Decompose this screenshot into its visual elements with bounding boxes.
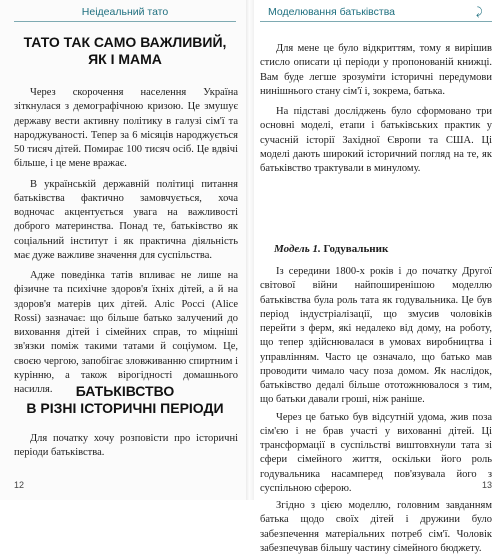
page-number: 13 <box>481 480 492 490</box>
header-rule <box>14 21 236 22</box>
return-arrow-icon: ⤸ <box>476 5 483 18</box>
running-header-right: Моделювання батьківства <box>268 6 395 18</box>
header-rule <box>260 21 492 22</box>
section-title-line1: БАТЬКІВСТВО <box>75 383 175 399</box>
section-title-line2: ЯК І МАМА <box>88 51 162 67</box>
book-gutter <box>246 0 254 500</box>
left-page <box>0 0 246 500</box>
section-title-line1: ТАТО ТАК САМО ВАЖЛИВИЙ, <box>23 34 227 50</box>
right-page <box>254 0 500 554</box>
paragraph: Із середини 1800-х років і до початку Другої світової війни найпоширенішою моделлю батьківства була роль тата як годувальника. Це був період індустріалізації, що змусив чоловіків перейти з ферм, які недалеко від дому, на роботу, що тепер здійснювалася в умовах виробництва і управлінням. Часто це означало, що батько мав проводити чимало часу поза домом. Як наслідок, батьківство дедалі більше ототожнювалося з тим, що батьки давали гроші, ніж раніше. <box>260 266 492 406</box>
paragraph: Для мене це було відкриттям, тому я вирішив стисло описати ці періоди у пропонованій книжці. Вам буде легше зрозуміти історичні передумови нинішнього стану сім'ї і, зокрема, батька. <box>260 43 492 97</box>
right-body-text <box>260 42 492 182</box>
left-body-text-end <box>14 432 238 467</box>
model-heading <box>274 243 388 255</box>
paragraph: Через це батько був відсутній удома, жив поза сім'єю і не брав участі у вихованні дітей. Ці трансформації в суспільстві виштовхнули тата зі сфери сімейного життя, оскільки його роль годувальника насамперед пов'язувала його з суспільною сферою. <box>260 411 492 494</box>
paragraph: В українській державній політиці питання батьківства фактично замовчується, хоча водночас акцентується увага на важливості доброго материнства. Понад те, батьківство як соціальний інститут і як практична діяльність має дуже важливе значення для суспільства. <box>14 178 238 261</box>
paragraph: Згідно з цією моделлю, головним завданням батька щодо своїх дітей і дружини було забезпечення матеріальних потреб сім'ї. Чоловік забезпечував більшу частину сімейного бюджету. <box>260 500 492 554</box>
left-body-text <box>14 86 238 403</box>
right-body-text-model <box>260 265 492 559</box>
page-number: 12 <box>14 480 25 490</box>
paragraph: Через скорочення населення Україна зіткнулася з демографічною кризою. Це змушує державу вести активну політику в галузі сім'ї та народжуваності. Тепер за 6 місяців народжується 50 тисяч дітей. Помирає 100 тисяч осіб. Це вдвічі більше, і це мене вражає. <box>14 87 238 170</box>
paragraph: Адже поведінка татів впливає не лише на фізичне та психічне здоров'я їхніх дітей, а й на здоров'я матерів цих дітей. Аліс Россі (Alice Rossi) зазначає: що більше батько залучений до виховання дітей і сімейних справ, то міцніші зв'язки поміж такими татами й соціумом. Це, своєю чергою, запобігає зловживанню спиртним і курінню, а також вірогідності домашнього насилля. <box>14 270 238 395</box>
section-title-line2: В РІЗНІ ІСТОРИЧНІ ПЕРІОДИ <box>26 400 224 416</box>
model-name: Годувальник <box>323 243 389 255</box>
paragraph: На підставі досліджень було сформовано три основні моделі, етапи і батьківських практик у сучасній історії Західної Європи та США. Ці моделі дають широкий історичний погляд на те, як батьківство трактували в минулому. <box>260 106 492 174</box>
running-header-left: Неідеальний тато <box>81 6 169 18</box>
model-label: Модель 1. <box>274 243 321 255</box>
paragraph: Для початку хочу розповісти про історичні періоди батьківства. <box>14 433 238 459</box>
